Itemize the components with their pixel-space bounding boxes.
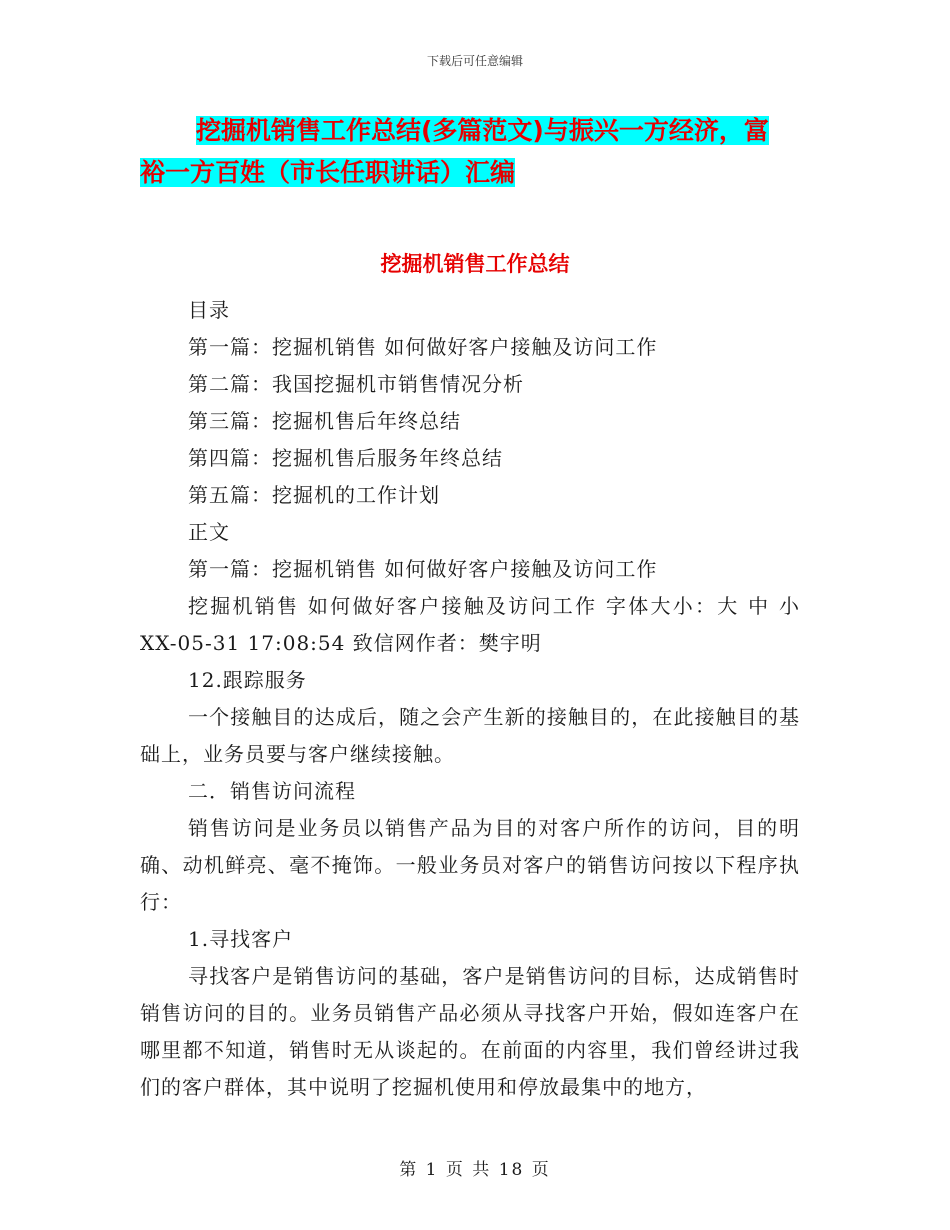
toc-item-4: 第四篇：挖掘机售后服务年终总结 (188, 446, 503, 470)
toc-item-3: 第三篇：挖掘机售后年终总结 (188, 409, 461, 433)
paragraph: 一个接触目的达成后，随之会产生新的接触目的，在此接触目的基础上，业务员要与客户继续接触。 (140, 705, 800, 766)
section-follow-up-service: 12.跟踪服务 (188, 668, 307, 692)
section-find-customers: 1.寻找客户 (188, 927, 294, 951)
title-highlight-1: 挖掘机销售工作总结(多篇范文)与振兴一方经济，富 (196, 116, 769, 145)
document-body (140, 292, 800, 1106)
title-highlight-2: 裕一方百姓（市长任职讲话）汇编 (140, 158, 516, 187)
page-number: 第 1 页 共 18 页 (399, 1160, 551, 1180)
section-title: 挖掘机销售工作总结 (380, 252, 570, 276)
document-title-line-1 (140, 110, 820, 152)
section-sales-visit-process: 二．销售访问流程 (188, 779, 356, 803)
article-meta: 挖掘机销售 如何做好客户接触及访问工作 字体大小：大 中 小 XX-05-31 17:08:54 致信网作者：樊宇明 (140, 594, 800, 655)
document-title-line-2 (140, 152, 820, 194)
toc-heading: 目录 (188, 298, 230, 322)
body-heading: 正文 (188, 520, 230, 544)
header-note: 下载后可任意编辑 (426, 54, 523, 68)
paragraph: 销售访问是业务员以销售产品为目的对客户所作的访问，目的明确、动机鲜亮、毫不掩饰。一般业务员对客户的销售访问按以下程序执行： (140, 816, 800, 914)
paragraph: 寻找客户是销售访问的基础，客户是销售访问的目标，达成销售时销售访问的目的。业务员销售产品必须从寻找客户开始，假如连客户在哪里都不知道，销售时无从谈起的。在前面的内容里，我们曾经讲过我们的客户群体，其中说明了挖掘机使用和停放最集中的地方， (140, 964, 800, 1099)
toc-item-5: 第五篇：挖掘机的工作计划 (188, 483, 440, 507)
document-title (140, 110, 820, 194)
chapter-title: 第一篇：挖掘机销售 如何做好客户接触及访问工作 (188, 557, 658, 581)
toc-item-2: 第二篇：我国挖掘机市销售情况分析 (188, 372, 524, 396)
toc-item-1: 第一篇：挖掘机销售 如何做好客户接触及访问工作 (188, 335, 658, 359)
